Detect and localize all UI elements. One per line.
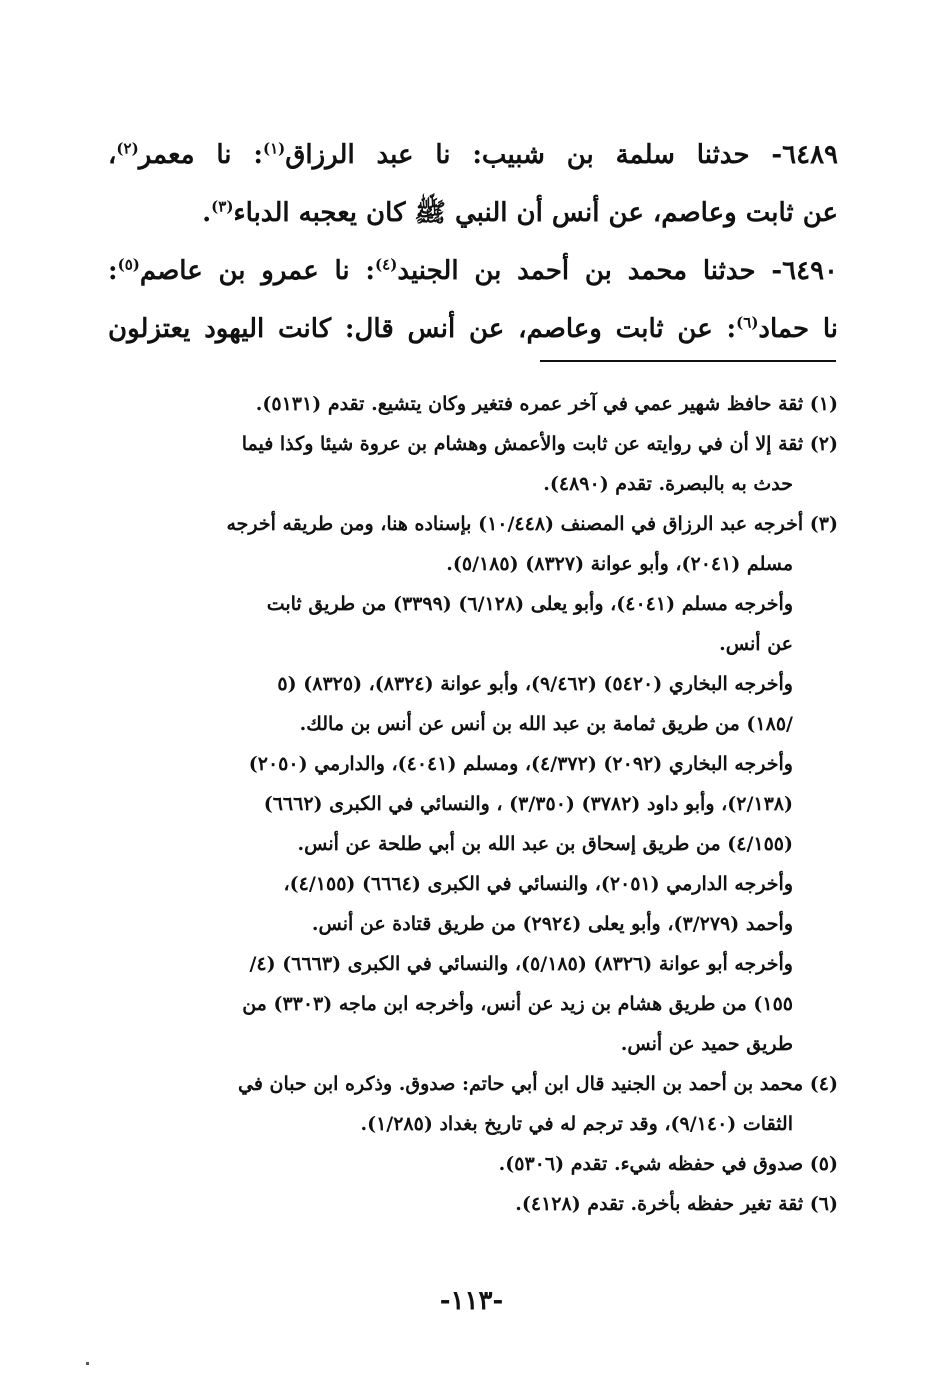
main-text-segment: : عن ثابت وعاصم، عن أنس قال: كانت اليهود يعتزلون [108,314,737,344]
footnote-line: مسلم (٢٠٤١)، وأبو عوانة (٨٣٢٧) (٥/١٨٥). [446,553,793,575]
main-text-segment: ، [108,140,117,170]
footnote-line: وأخرجه البخاري (٥٤٢٠) (٩/٤٦٢)، وأبو عوانة (٨٣٢٤)، (٨٣٢٥) (٥ [277,673,793,695]
main-text-segment: عن ثابت وعاصم، عن أنس أن النبي ﷺ كان يعجبه الدباء [233,198,838,228]
scan-speck [86,1362,89,1365]
main-text-segment: : نا معمر [138,140,263,170]
page-number: -١١٣- [439,1286,504,1316]
footnote-ref[interactable]: (٣) [211,197,234,216]
footnote-line: (٤/١٥٥) من طريق إسحاق بن عبد الله بن أبي طلحة عن أنس. [297,833,793,855]
footnote-line: /١٨٥) من طريق ثمامة بن عبد الله بن أنس عن أنس بن مالك. [299,713,793,735]
footnote-line: حدث به بالبصرة. تقدم (٤٨٩٠). [543,473,793,495]
main-text-segment: : نا عمرو بن عاصم [139,256,376,286]
footnote-line: الثقات (٩/١٤٠)، وقد ترجم له في تاريخ بغداد (١/٢٨٥). [360,1113,793,1135]
main-line-1 [108,126,838,184]
footnote-line: وأخرجه الدارمي (٢٠٥١)، والنسائي في الكبرى (٦٦٦٤) (٤/١٥٥)، [283,873,793,895]
main-line-2 [108,184,838,242]
footnote-line: (١) ثقة حافظ شهير عمي في آخر عمره فتغير وكان يتشيع. تقدم (٥١٣١). [255,393,838,415]
footnote-line: طريق حميد عن أنس. [620,1033,793,1055]
footnote-separator [540,360,836,362]
footnote-line: (٦) ثقة تغير حفظه بأخرة. تقدم (٤١٢٨). [515,1193,838,1215]
footnote-line: عن أنس. [719,633,793,655]
main-text-segment: : [108,256,118,286]
footnote-line: وأحمد (٣/٢٧٩)، وأبو يعلى (٢٩٢٤) من طريق قتادة عن أنس. [311,913,793,935]
footnote-line: (٣) أخرجه عبد الرزاق في المصنف (١٠/٤٤٨) بإسناده هنا، ومن طريقه أخرجه [226,513,838,535]
footnote-line: (٥) صدوق في حفظه شيء. تقدم (٥٣٠٦). [498,1153,838,1175]
main-line-3 [108,242,838,300]
footnote-line: وأخرجه مسلم (٤٠٤١)، وأبو يعلى (٦/١٢٨) (٣٣٩٩) من طريق ثابت [266,593,793,615]
footnote-line: (٢/١٣٨)، وأبو داود (٣٧٨٢) (٣/٣٥٠) ، والنسائي في الكبرى (٦٦٦٢) [263,793,793,815]
footnote-line: (٤) محمد بن أحمد بن الجنيد قال ابن أبي حاتم: صدوق. وذكره ابن حبان في [238,1073,838,1095]
hadith-text [108,126,838,358]
footnote-line: وأخرجه البخاري (٢٠٩٢) (٤/٣٧٢)، ومسلم (٤٠٤١)، والدارمي (٢٠٥٠) [248,753,793,775]
main-text-segment: ٦٤٩٠- حدثنا محمد بن أحمد بن الجنيد [397,256,838,286]
footnote-ref[interactable]: (٢) [116,139,139,158]
main-line-4 [108,300,838,358]
main-text-segment: نا حماد [758,314,838,344]
footnote-line: (٢) ثقة إلا أن في روايته عن ثابت والأعمش وهشام بن عروة شيئا وكذا فيما [241,433,838,455]
footnote-line: ١٥٥) من طريق هشام بن زيد عن أنس، وأخرجه ابن ماجه (٣٣٠٣) من [242,993,793,1015]
footnote-ref[interactable]: (٥) [117,255,140,274]
footnote-ref[interactable]: (٦) [736,313,759,332]
footnote-ref[interactable]: (١) [262,139,286,158]
footnotes [112,384,838,1224]
main-text-segment: . [202,198,212,228]
main-text-segment: ٦٤٨٩- حدثنا سلمة بن شبيب: نا عبد الرزاق [285,140,838,170]
footnote-line: وأخرجه أبو عوانة (٨٣٢٦) (٥/١٨٥)، والنسائي في الكبرى (٦٦٦٣) (٤/ [249,953,793,975]
footnote-ref[interactable]: (٤) [375,255,398,274]
